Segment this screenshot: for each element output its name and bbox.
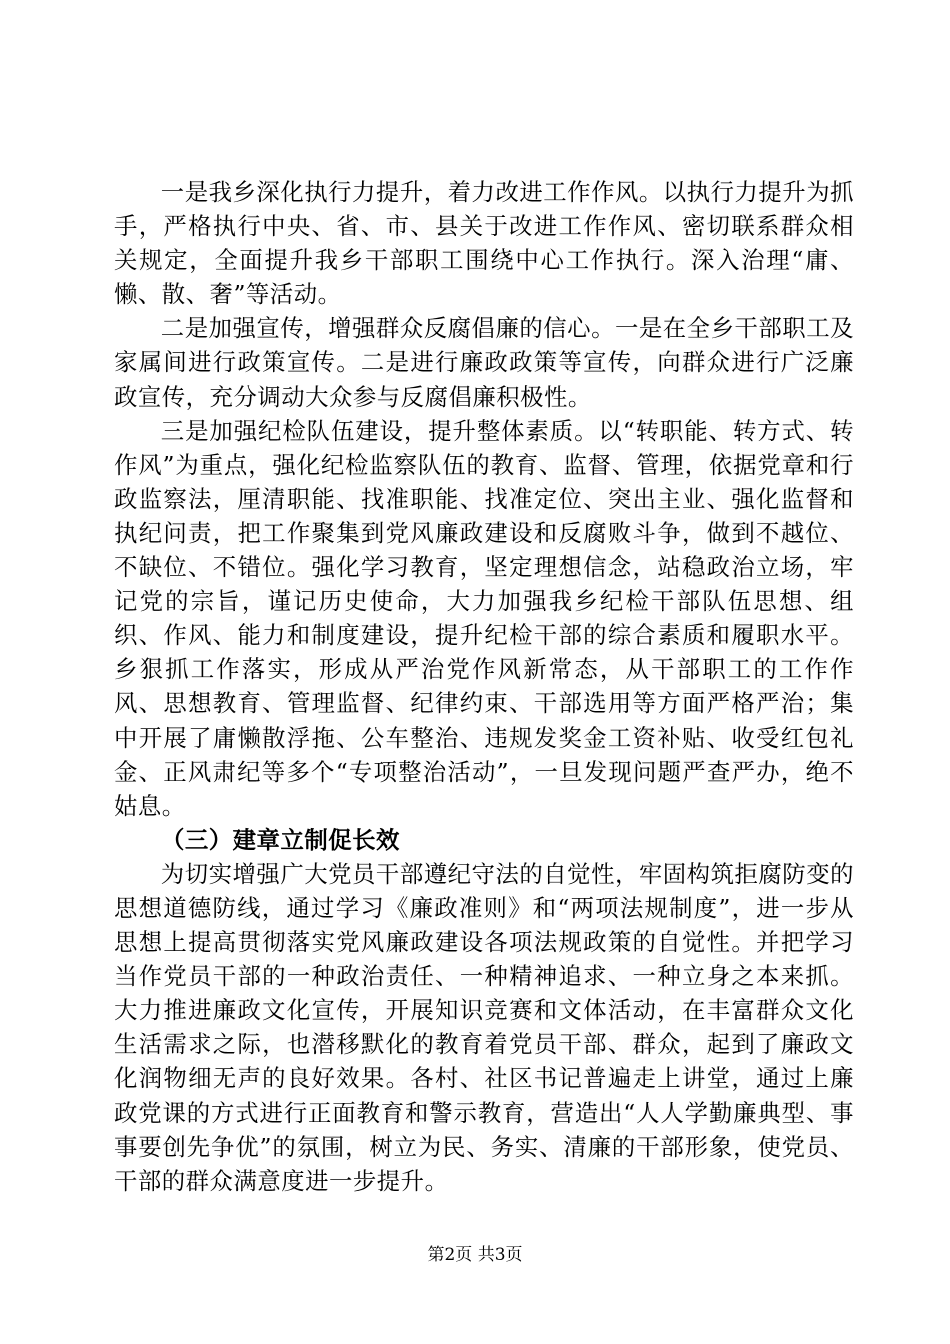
paragraph-team-building: 三是加强纪检队伍建设，提升整体素质。以“转职能、转方式、转作风”为重点，强化纪检监察队伍的教育、监督、管理，依据党章和行政监察法，厘清职能、找准职能、找准定位、突出主业、强化监督和执纪问责，把工作聚集到党风廉政建设和反腐败斗争，做到不越位、不缺位、不错位。强化学习教育，坚定理想信念，站稳政治立场，牢记党的宗旨，谨记历史使命，大力加强我乡纪检干部队伍思想、组织、作风、能力和制度建设，提升纪检干部的综合素质和履职水平。乡狠抓工作落实，形成从严治党作风新常态，从干部职工的工作作风、思想教育、管理监督、纪律约束、干部选用等方面严格严治；集中开展了庸懒散浮拖、公车整治、违规发奖金工资补贴、收受红包礼金、正风肃纪等多个“专项整治活动”，一旦发现问题严查严办，绝不姑息。: [114, 416, 854, 820]
page-footer: 第2页 共3页: [427, 1245, 523, 1265]
paragraph-publicity: 二是加强宣传，增强群众反腐倡廉的信心。一是在全乡干部职工及家属间进行政策宣传。二是进行廉政政策等宣传，向群众进行广泛廉政宣传，充分调动大众参与反腐倡廉积极性。: [114, 314, 854, 411]
paragraph-execution: 一是我乡深化执行力提升，着力改进工作作风。以执行力提升为抓手，严格执行中央、省、市、县关于改进工作作风、密切联系群众相关规定，全面提升我乡干部职工围绕中心工作执行。深入治理“庸、懒、散、奢”等活动。: [114, 178, 854, 309]
section-heading: （三）建章立制促长效: [161, 825, 400, 854]
document-body: [114, 175, 854, 1198]
paragraph-rules: 为切实增强广大党员干部遵纪守法的自觉性，牢固构筑拒腐防变的思想道德防线，通过学习《廉政准则》和“两项法规制度”，进一步从思想上提高贯彻落实党风廉政建设各项法规政策的自觉性。并把学习当作党员干部的一种政治责任、一种精神追求、一种立身之本来抓。大力推进廉政文化宣传，开展知识竞赛和文体活动，在丰富群众文化生活需求之际，也潜移默化的教育着党员干部、群众，起到了廉政文化润物细无声的良好效果。各村、社区书记普遍走上讲堂，通过上廉政党课的方式进行正面教育和警示教育，营造出“人人学勤廉典型、事事要创先争优”的氛围，树立为民、务实、清廉的干部形象，使党员、干部的群众满意度进一步提升。: [114, 859, 854, 1195]
